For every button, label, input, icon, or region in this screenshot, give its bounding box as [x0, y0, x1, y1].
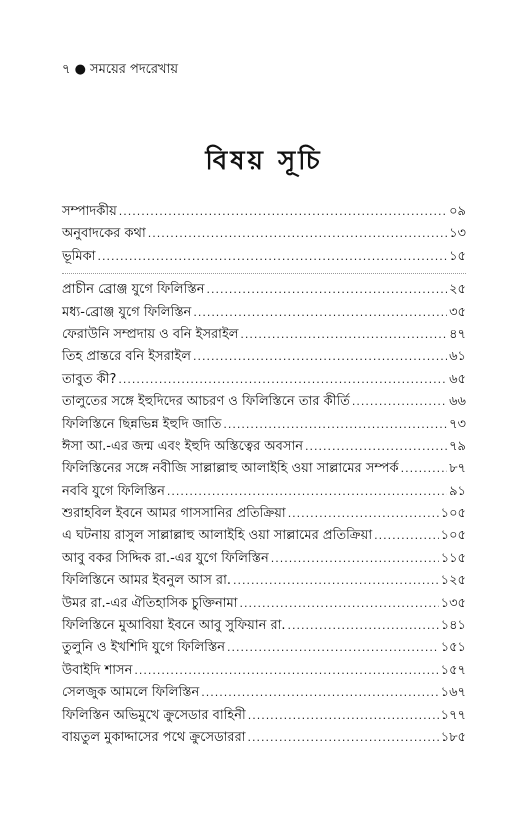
dot-leader — [248, 730, 439, 745]
toc-page-number: ৮৭ — [449, 461, 466, 477]
toc-page-number: ১৫১ — [440, 640, 466, 656]
chapter-list — [62, 280, 466, 750]
toc-row-chapter — [62, 482, 466, 504]
toc-row-chapter — [62, 683, 466, 705]
dot-leader — [288, 618, 439, 633]
toc-entry-title: আবু বকর সিদ্দিক রা.-এর যুগে ফিলিস্তিন — [62, 550, 269, 566]
toc-row-chapter — [62, 392, 466, 414]
toc-entry-title: ফিলিস্তিনে মুআবিয়া ইবনে আবু সুফিয়ান রা. — [62, 618, 286, 634]
dot-leader — [352, 394, 447, 409]
toc-entry-title: উবাইদি শাসন — [62, 662, 133, 678]
toc-row-chapter — [62, 459, 466, 481]
dot-leader — [148, 226, 447, 241]
toc-row-chapter — [62, 303, 466, 325]
toc-row-front-matter — [62, 247, 466, 269]
section-divider — [62, 273, 466, 274]
toc-page-number: ১৫৭ — [440, 662, 466, 678]
toc-row-chapter — [62, 549, 466, 571]
table-of-contents — [62, 202, 466, 750]
toc-page-number: ৬৫ — [449, 371, 466, 387]
dot-leader — [193, 305, 447, 320]
toc-entry-title: ফিলিস্তিনে ছিন্নভিন্ন ইহুদি জাতি — [62, 416, 222, 432]
toc-page-number: ১২৫ — [440, 573, 466, 589]
toc-page-number: ৯১ — [449, 483, 466, 499]
toc-entry-title: ঈসা আ.-এর জন্ম এবং ইহুদি অস্তিত্বের অবসান — [62, 438, 304, 454]
dot-leader — [206, 282, 447, 297]
toc-entry-title: তাবুত কী? — [62, 371, 117, 387]
toc-page-number: ১৫ — [449, 248, 466, 264]
dot-leader — [240, 327, 447, 342]
toc-page-number: ৩৫ — [449, 304, 466, 320]
dot-leader — [271, 551, 439, 566]
dot-leader — [118, 372, 447, 387]
toc-entry-title: সম্পাদকীয় — [62, 204, 117, 219]
toc-entry-title: ফিলিস্তিনে আমর ইবনুল আস রা. — [62, 573, 231, 589]
toc-page-number: ২৫ — [449, 282, 466, 298]
toc-row-front-matter — [62, 202, 466, 224]
toc-page-number: ১১৫ — [440, 550, 466, 566]
dot-leader — [98, 249, 448, 264]
toc-row-chapter — [62, 347, 466, 369]
toc-entry-title: তালুতের সঙ্গে ইহুদিদের আচরণ ও ফিলিস্তিনে তার কীর্তি — [62, 394, 350, 410]
toc-page-number: ১৪১ — [440, 618, 466, 634]
toc-entry-title: ফিলিস্তিনের সঙ্গে নবীজি সাল্লাল্লাহু আলাইহি ওয়া সাল্লামের সম্পর্ক — [62, 461, 399, 477]
dot-leader — [239, 596, 438, 611]
toc-entry-title: নববি যুগে ফিলিস্তিন — [62, 483, 165, 499]
toc-entry-title: বায়তুল মুকাদ্দাসের পথে ক্রুসেডাররা — [62, 729, 246, 745]
toc-row-chapter — [62, 638, 466, 660]
toc-entry-title: ফিলিস্তিন অভিমুখে ক্রুসেডার বাহিনী — [62, 707, 246, 723]
front-matter-list — [62, 202, 466, 269]
page-title: বিষয় সূচি — [205, 146, 323, 176]
toc-row-chapter — [62, 526, 466, 548]
toc-page-number: ৭৯ — [449, 438, 466, 454]
toc-row-chapter — [62, 616, 466, 638]
toc-page-number: ১৮৫ — [440, 729, 466, 745]
toc-page-number: ০৯ — [449, 204, 466, 219]
toc-entry-title: তুলুনি ও ইখশিদি যুগে ফিলিস্তিন — [62, 640, 225, 656]
toc-row-chapter — [62, 594, 466, 616]
dot-leader — [227, 640, 439, 655]
toc-page-number: ৬১ — [449, 349, 466, 365]
toc-page-number: ১০৫ — [440, 528, 466, 544]
toc-entry-title: উমর রা.-এর ঐতিহাসিক চুক্তিনামা — [62, 595, 238, 611]
toc-page-number: ১৩ — [449, 226, 466, 242]
dot-leader — [305, 439, 447, 454]
toc-row-chapter — [62, 706, 466, 728]
toc-row-chapter — [62, 415, 466, 437]
dot-leader — [193, 349, 447, 364]
toc-page-number: ৭৩ — [449, 416, 466, 432]
toc-entry-title: শুরাহবিল ইবনে আমর গাসসানির প্রতিক্রিয়া — [62, 506, 286, 522]
toc-entry-title: ফেরাউনি সম্প্রদায় ও বনি ইসরাইল — [62, 326, 239, 342]
dot-leader — [119, 204, 447, 219]
dot-leader — [248, 708, 439, 723]
toc-page-number: ১৩৫ — [440, 595, 466, 611]
dot-leader — [167, 484, 447, 499]
dot-leader — [374, 528, 439, 543]
toc-entry-title: প্রাচীন ব্রোঞ্জ যুগে ফিলিস্তিন — [62, 282, 205, 298]
toc-entry-title: তিহ প্রান্তরে বনি ইসরাইল — [62, 349, 191, 365]
toc-row-chapter — [62, 571, 466, 593]
toc-row-chapter — [62, 661, 466, 683]
toc-row-chapter — [62, 728, 466, 750]
toc-page-number: ১০৫ — [440, 506, 466, 522]
dot-leader — [201, 685, 438, 700]
toc-row-chapter — [62, 325, 466, 347]
toc-entry-title: মধ্য-ব্রোঞ্জ যুগে ফিলিস্তিন — [62, 304, 192, 320]
toc-entry-title: এ ঘটনায় রাসুল সাল্লাল্লাহু আলাইহি ওয়া সাল্লামের প্রতিক্রিয়া — [62, 528, 373, 544]
dot-leader — [134, 663, 438, 678]
dot-leader — [288, 506, 439, 521]
running-header: ৭ ● সময়ের পদরেখায় — [62, 62, 179, 77]
toc-entry-title: ভূমিকা — [62, 248, 96, 264]
toc-row-chapter — [62, 504, 466, 526]
toc-page-number: ১৬৭ — [440, 685, 466, 701]
dot-leader — [401, 461, 448, 476]
toc-row-chapter — [62, 280, 466, 302]
toc-row-chapter — [62, 370, 466, 392]
toc-entry-title: অনুবাদকের কথা — [62, 226, 146, 242]
dot-leader — [223, 417, 447, 432]
dot-leader — [233, 573, 439, 588]
toc-page-number: ৬৬ — [449, 394, 466, 410]
toc-page-number: ১৭৭ — [440, 707, 466, 723]
toc-row-chapter — [62, 437, 466, 459]
toc-entry-title: সেলজুক আমলে ফিলিস্তিন — [62, 685, 200, 701]
toc-page-number: ৪৭ — [449, 326, 466, 342]
toc-row-front-matter — [62, 224, 466, 246]
